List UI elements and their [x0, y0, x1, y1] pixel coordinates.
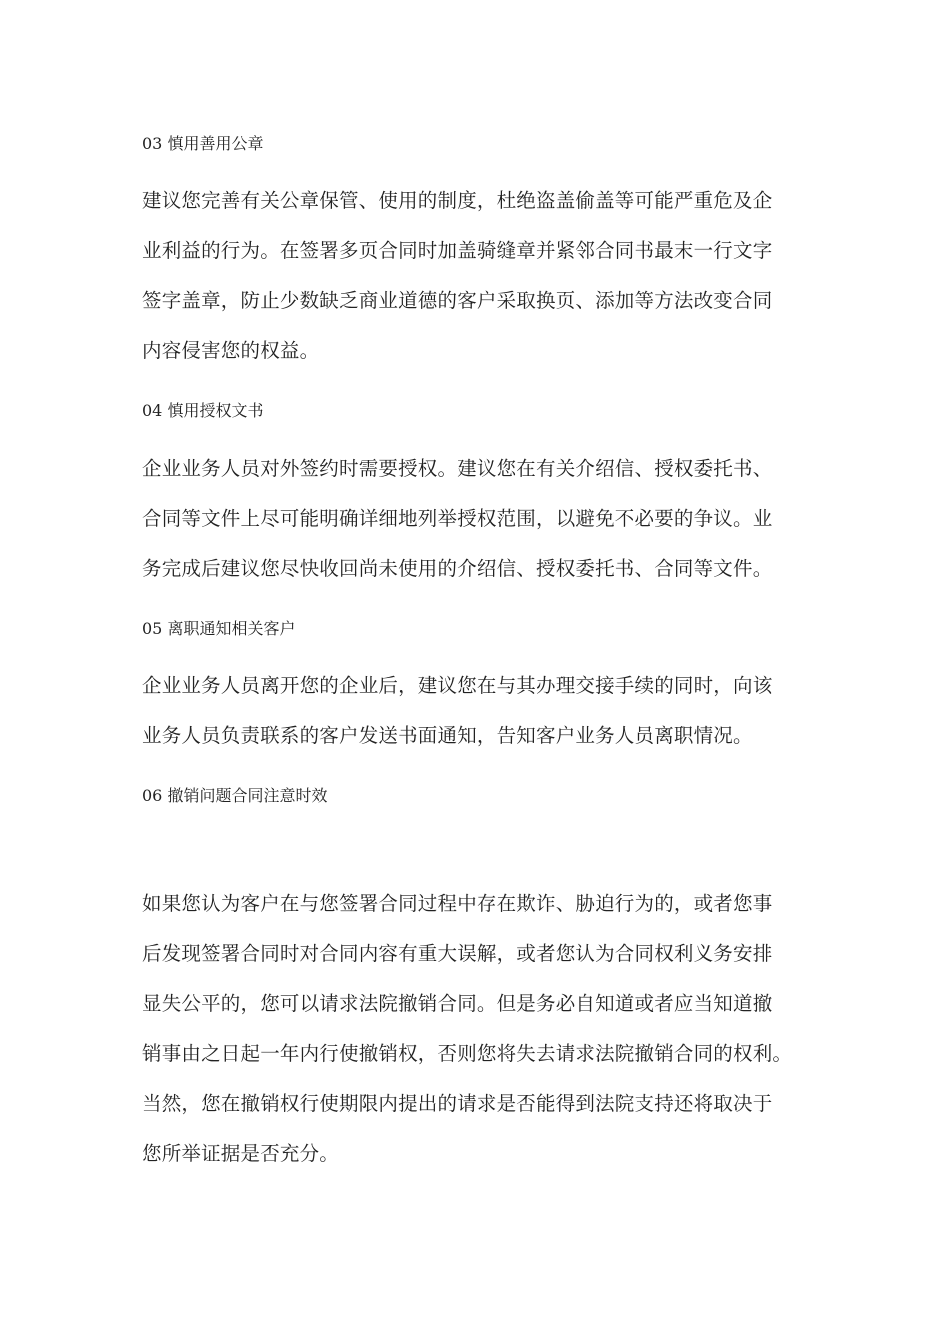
- paragraph-line: 如果您认为客户在与您签署合同过程中存在欺诈、胁迫行为的，或者您事: [142, 892, 773, 915]
- section-heading-05: 05 离职通知相关客户: [142, 619, 296, 638]
- paragraph-line: 业务人员负责联系的客户发送书面通知，告知客户业务人员离职情况。: [142, 724, 753, 747]
- section-heading-06: 06 撤销问题合同注意时效: [142, 786, 328, 805]
- paragraph-line: 企业业务人员对外签约时需要授权。建议您在有关介绍信、授权委托书、: [142, 457, 773, 480]
- paragraph-line: 企业业务人员离开您的企业后，建议您在与其办理交接手续的同时，向该: [142, 674, 773, 697]
- section-heading-04: 04 慎用授权文书: [142, 401, 264, 420]
- section-heading-03: 03 慎用善用公章: [142, 134, 264, 153]
- paragraph-line: 您所举证据是否充分。: [142, 1142, 340, 1165]
- paragraph-line: 务完成后建议您尽快收回尚未使用的介绍信、授权委托书、合同等文件。: [142, 557, 773, 580]
- paragraph-line: 当然，您在撤销权行使期限内提出的请求是否能得到法院支持还将取决于: [142, 1092, 773, 1115]
- paragraph-line: 业利益的行为。在签署多页合同时加盖骑缝章并紧邻合同书最末一行文字: [142, 239, 773, 262]
- paragraph-line: 后发现签署合同时对合同内容有重大误解，或者您认为合同权利义务安排: [142, 942, 773, 965]
- paragraph-line: 签字盖章，防止少数缺乏商业道德的客户采取换页、添加等方法改变合同: [142, 289, 773, 312]
- paragraph-line: 合同等文件上尽可能明确详细地列举授权范围，以避免不必要的争议。业: [142, 507, 773, 530]
- paragraph-line: 内容侵害您的权益。: [142, 339, 320, 362]
- paragraph-line: 显失公平的，您可以请求法院撤销合同。但是务必自知道或者应当知道撤: [142, 992, 773, 1015]
- paragraph-line: 销事由之日起一年内行使撤销权，否则您将失去请求法院撤销合同的权利。: [142, 1042, 793, 1065]
- paragraph-line: 建议您完善有关公章保管、使用的制度，杜绝盗盖偷盖等可能严重危及企: [142, 189, 773, 212]
